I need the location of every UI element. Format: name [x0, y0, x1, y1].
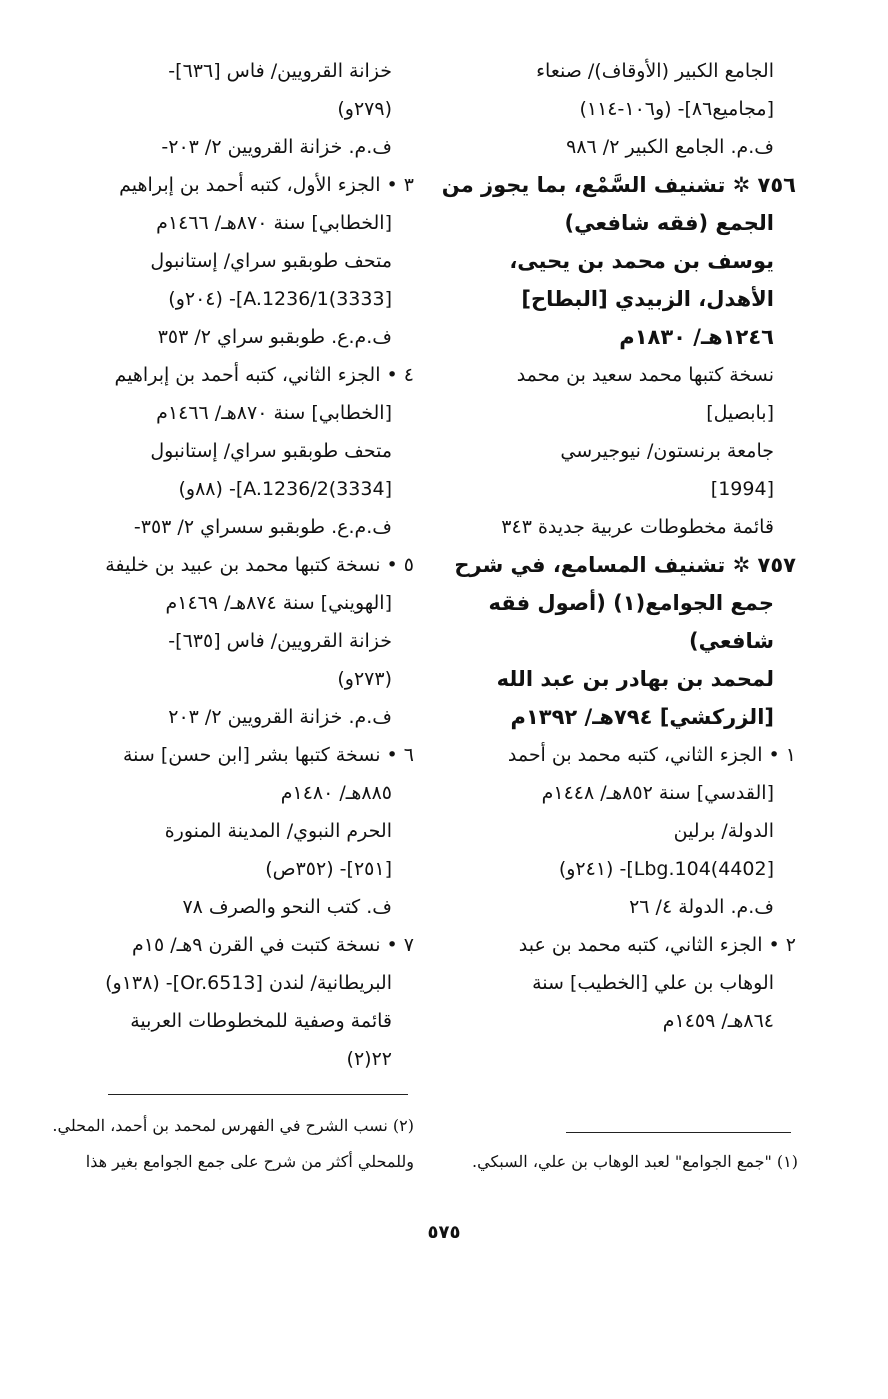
entry-heading: الجمع (فقه شافعي): [564, 211, 774, 235]
text-line: متحف طوبقبو سراي/ إستانبول: [150, 250, 392, 272]
text-line: قائمة وصفية للمخطوطات العربية: [130, 1010, 392, 1032]
text-line: ف.م. الدولة ٤/ ٢٦: [629, 896, 774, 918]
author-line: الأهدل، الزبيدي [البطاح]: [521, 287, 774, 311]
manuscript-item: ١ • الجزء الثاني، كتبه محمد بن أحمد: [507, 744, 796, 766]
footnote-divider-right: [566, 1132, 791, 1133]
footnote-left-2: وللمحلي أكثر من شرح على جمع الجوامع بغير هذا: [85, 1152, 414, 1171]
text-line: [3334)A.1236/2]- (٨٨و): [178, 478, 392, 500]
text-line: خزانة القرويين/ فاس [٦٣٥]-: [168, 630, 392, 652]
text-line: الوهاب بن علي [الخطيب] سنة: [532, 972, 774, 994]
left-column: [105, 52, 414, 1078]
text-line: ف.م. خزانة القرويين ٢/ ٢٠٣: [168, 706, 392, 728]
text-line: [القدسي] سنة ٨٥٢هـ/ ١٤٤٨م: [541, 782, 774, 804]
text-line: [4402)Lbg.104]- (٢٤١و): [558, 858, 774, 880]
footnote-divider-left: [108, 1094, 408, 1095]
text-line: البريطانية/ لندن [Or.6513]- (١٣٨و): [105, 972, 392, 994]
text-line: جامعة برنستون/ نيوجيرسي: [560, 440, 774, 462]
text-line: ف.م. الجامع الكبير ٢/ ٩٨٦: [566, 136, 774, 158]
entry-heading-757: ٧٥٧ ✲ تشنيف المسامع، في شرح: [454, 553, 796, 577]
manuscript-item: ٥ • نسخة كتبها محمد بن عبيد بن خليفة: [105, 554, 414, 576]
text-line: ٢٢(٢): [346, 1048, 392, 1070]
author-line: يوسف بن محمد بن يحيى،: [509, 249, 774, 273]
right-column: [441, 52, 796, 1040]
footnote-left-1: (٢) نسب الشرح في الفهرس لمحمد بن أحمد، المحلي.: [52, 1116, 414, 1135]
text-line: [مجاميع٨٦]- (و١٠٦-١١٤): [579, 98, 774, 120]
footnote-right: (١) "جمع الجوامع" لعبد الوهاب بن علي، السبكي.: [472, 1152, 798, 1171]
entry-heading-756: ٧٥٦ ✲ تشنيف السَّمْع، بما يجوز من: [441, 173, 796, 197]
author-line: لمحمد بن بهادر بن عبد الله: [496, 667, 774, 691]
text-line: [الخطابي] سنة ٨٧٠هـ/ ١٤٦٦م: [156, 402, 392, 424]
text-line: ٨٨٥هـ/ ١٤٨٠م: [280, 782, 392, 804]
author-date: ١٢٤٦هـ/ ١٨٣٠م: [619, 325, 774, 349]
text-line: ف.م. خزانة القرويين ٢/ ٢٠٣-: [161, 136, 392, 158]
text-line: [3333)A.1236/1]- (٢٠٤و): [168, 288, 392, 310]
author-date: [الزركشي] ٧٩٤هـ/ ١٣٩٢م: [510, 705, 774, 729]
text-line: ف. كتب النحو والصرف ٧٨: [182, 896, 392, 918]
page-number: ٥٧٥: [427, 1222, 461, 1243]
entry-heading: جمع الجوامع(١) (أصول فقه: [488, 591, 774, 615]
manuscript-item: ٦ • نسخة كتبها بشر [ابن حسن] سنة: [122, 744, 414, 766]
entry-heading: شافعي): [689, 629, 774, 653]
manuscript-item: ٢ • الجزء الثاني، كتبه محمد بن عبد: [518, 934, 796, 956]
text-line: [٢٥١]- (٣٥٢ص): [265, 858, 392, 880]
text-line: [الهويني] سنة ٨٧٤هـ/ ١٤٦٩م: [165, 592, 392, 614]
text-line: قائمة مخطوطات عربية جديدة ٣٤٣: [501, 516, 774, 538]
text-line: ٨٦٤هـ/ ١٤٥٩م: [662, 1010, 774, 1032]
manuscript-item: ٧ • نسخة كتبت في القرن ٩هـ/ ١٥م: [132, 934, 414, 956]
text-line: نسخة كتبها محمد سعيد بن محمد: [516, 364, 774, 386]
text-line: [الخطابي] سنة ٨٧٠هـ/ ١٤٦٦م: [156, 212, 392, 234]
text-line: الحرم النبوي/ المدينة المنورة: [164, 820, 392, 842]
text-line: الجامع الكبير (الأوقاف)/ صنعاء: [536, 60, 774, 82]
text-line: متحف طوبقبو سراي/ إستانبول: [150, 440, 392, 462]
text-line: خزانة القرويين/ فاس [٦٣٦]-: [168, 60, 392, 82]
text-line: [1994]: [710, 478, 774, 500]
manuscript-item: ٣ • الجزء الأول، كتبه أحمد بن إبراهيم: [119, 174, 414, 196]
text-line: (٢٧٣و): [337, 668, 392, 690]
manuscript-item: ٤ • الجزء الثاني، كتبه أحمد بن إبراهيم: [114, 364, 414, 386]
text-line: ف.م.ع. طوبقبو سسراي ٢/ ٣٥٣-: [133, 516, 392, 538]
text-line: (٢٧٩و): [337, 98, 392, 120]
text-line: [بابصيل]: [706, 402, 774, 424]
text-line: ف.م.ع. طوبقبو سراي ٢/ ٣٥٣: [157, 326, 392, 348]
text-line: الدولة/ برلين: [673, 820, 774, 842]
